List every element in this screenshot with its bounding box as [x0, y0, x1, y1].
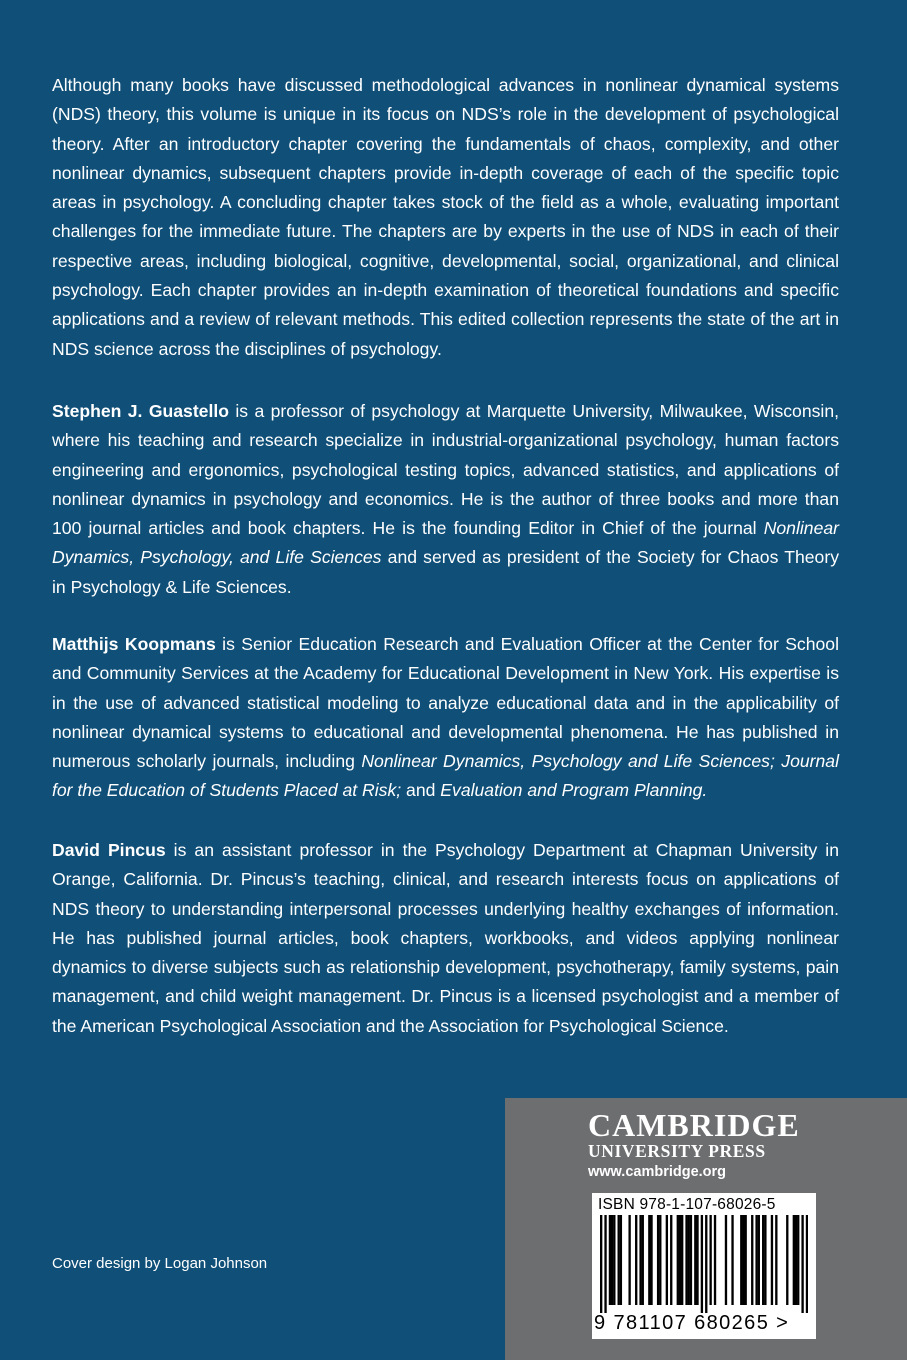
- publisher-url: www.cambridge.org: [588, 1164, 727, 1180]
- bio-text: and: [401, 780, 441, 801]
- barcode-bar: [793, 1215, 795, 1305]
- barcode-bar: [620, 1215, 622, 1305]
- barcode-bar: [618, 1215, 620, 1305]
- author-bio-koopmans: [52, 630, 839, 806]
- barcode-bar: [764, 1215, 766, 1305]
- barcode-bar: [731, 1215, 733, 1305]
- bio-text: and served as president of the Society for Chaos Theory in Psychology & Life Sciences.: [52, 547, 839, 597]
- bio-text: is Senior Education Research and Evaluation Officer at the Center for School and Community Services at the Academy for Educational Development in New York. His expertise is in the use of advanced statistical modeling to analyze educational data and in the applicability of nonlinear dynamical systems to educational and developmental phenomena. He has published in numerous scholarly journals, including: [52, 634, 839, 772]
- barcode-bar: [694, 1215, 696, 1305]
- barcode-bar: [714, 1215, 716, 1305]
- author-bio-guastello: [52, 397, 839, 602]
- isbn-label: ISBN 978-1-107-68026-5: [598, 1196, 776, 1213]
- author-name-guastello: Stephen J. Guastello: [52, 401, 229, 421]
- barcode-bar: [670, 1215, 672, 1305]
- barcode-bar: [642, 1215, 644, 1305]
- barcode-bar: [696, 1215, 698, 1305]
- barcode-bar: [701, 1215, 703, 1313]
- publisher-logo-name: CAMBRIDGE: [588, 1107, 800, 1143]
- barcode-bar: [685, 1215, 687, 1305]
- barcode-bar: [659, 1215, 661, 1305]
- author-name-pincus: David Pincus: [52, 840, 166, 860]
- journal-titles: Nonlinear Dynamics, Psychology and Life Sciences; Journal for the Education of Students Placed at Risk;: [52, 751, 839, 801]
- barcode-bar: [745, 1215, 747, 1305]
- author-name-koopmans: Matthijs Koopmans: [52, 634, 216, 654]
- barcode-bar: [705, 1215, 707, 1313]
- barcode-bar: [688, 1215, 690, 1305]
- barcode-bar: [613, 1215, 615, 1305]
- publisher-panel: [505, 1098, 907, 1360]
- barcode-bar: [771, 1215, 773, 1305]
- barcode-bar: [786, 1215, 788, 1305]
- barcode-bar: [628, 1215, 630, 1305]
- barcode-bar: [755, 1215, 757, 1305]
- barcode-bar: [806, 1215, 808, 1313]
- barcode-bar: [679, 1215, 681, 1305]
- journal-title: Nonlinear Dynamics, Psychology, and Life Sciences: [52, 518, 839, 568]
- barcode-bar: [709, 1215, 711, 1305]
- publisher-logo-subtitle: UNIVERSITY PRESS: [588, 1141, 766, 1161]
- barcode-bar: [604, 1215, 606, 1313]
- barcode-bar: [751, 1215, 753, 1305]
- barcode-icon: [600, 1215, 808, 1313]
- barcode-bar: [740, 1215, 742, 1305]
- bio-text: is an assistant professor in the Psychology Department at Chapman University in Orange, California. Dr. Pincus’s teaching, clinical, and research interests focus on applications of NDS theory to understanding interpersonal processes underlying healthy exchanges of information. He has published journal articles, book chapters, workbooks, and videos applying nonlinear dynamics to diverse subjects such as relationship development, psychotherapy, family systems, pain management, and child weight management. Dr. Pincus is a licensed psychologist and a member of the American Psychological Association and the Association for Psychological Science.: [52, 840, 839, 1036]
- barcode-bar: [801, 1215, 803, 1313]
- journal-title: Evaluation and Program Planning.: [440, 780, 708, 801]
- barcode-bar: [677, 1215, 679, 1305]
- barcode-bar: [690, 1215, 692, 1305]
- barcode-bar: [795, 1215, 797, 1305]
- barcode-digits: 9 781107 680265 >: [594, 1312, 790, 1334]
- barcode-bar: [635, 1215, 637, 1305]
- barcode-bar: [650, 1215, 652, 1305]
- barcode-bar: [758, 1215, 760, 1305]
- bio-text: is a professor of psychology at Marquette University, Milwaukee, Wisconsin, where his teaching and research specialize in industrial-organizational psychology, human factors engineering and ergonomics, psychological testing topics, advanced statistics, and applications of nonlinear dynamics in psychology and economics. He is the author of three books and more than 100 journal articles and book chapters. He is the founding Editor in Chief of the journal: [52, 401, 839, 539]
- barcode-bar: [609, 1215, 611, 1305]
- description-paragraph: [52, 71, 839, 364]
- barcode-bar: [600, 1215, 602, 1313]
- cover-design-credit: Cover design by Logan Johnson: [52, 1255, 268, 1272]
- barcode-bar: [648, 1215, 650, 1305]
- barcode-bar: [666, 1215, 668, 1305]
- isbn-barcode: [592, 1193, 816, 1339]
- barcode-bar: [775, 1215, 777, 1305]
- barcode-bar: [762, 1215, 764, 1305]
- barcode-bar: [797, 1215, 799, 1305]
- author-bio-pincus: [52, 836, 839, 1041]
- barcode-bar: [725, 1215, 727, 1305]
- barcode-bar: [657, 1215, 659, 1305]
- barcode-bar: [611, 1215, 613, 1305]
- description-text: Although many books have discussed methodological advances in nonlinear dynamical systems (NDS) theory, this volume is unique in its focus on NDS’s role in the development of psychological theory. After an introductory chapter covering the fundamentals of chaos, complexity, and other nonlinear dynamics, subsequent chapters provide in-depth coverage of each of the specific topic areas in psychology. A concluding chapter takes stock of the field as a whole, evaluating important challenges for the immediate future. The chapters are by experts in the use of NDS in each of their respective areas, including biological, cognitive, developmental, social, organizational, and clinical psychology. Each chapter provides an in-depth examination of theoretical foundations and specific applications and a review of relevant methods. This edited collection represents the state of the art in NDS science across the disciplines of psychology.: [52, 75, 839, 359]
- barcode-bar: [681, 1215, 683, 1305]
- barcode-bar: [742, 1215, 744, 1305]
- barcode-bar: [639, 1215, 641, 1305]
